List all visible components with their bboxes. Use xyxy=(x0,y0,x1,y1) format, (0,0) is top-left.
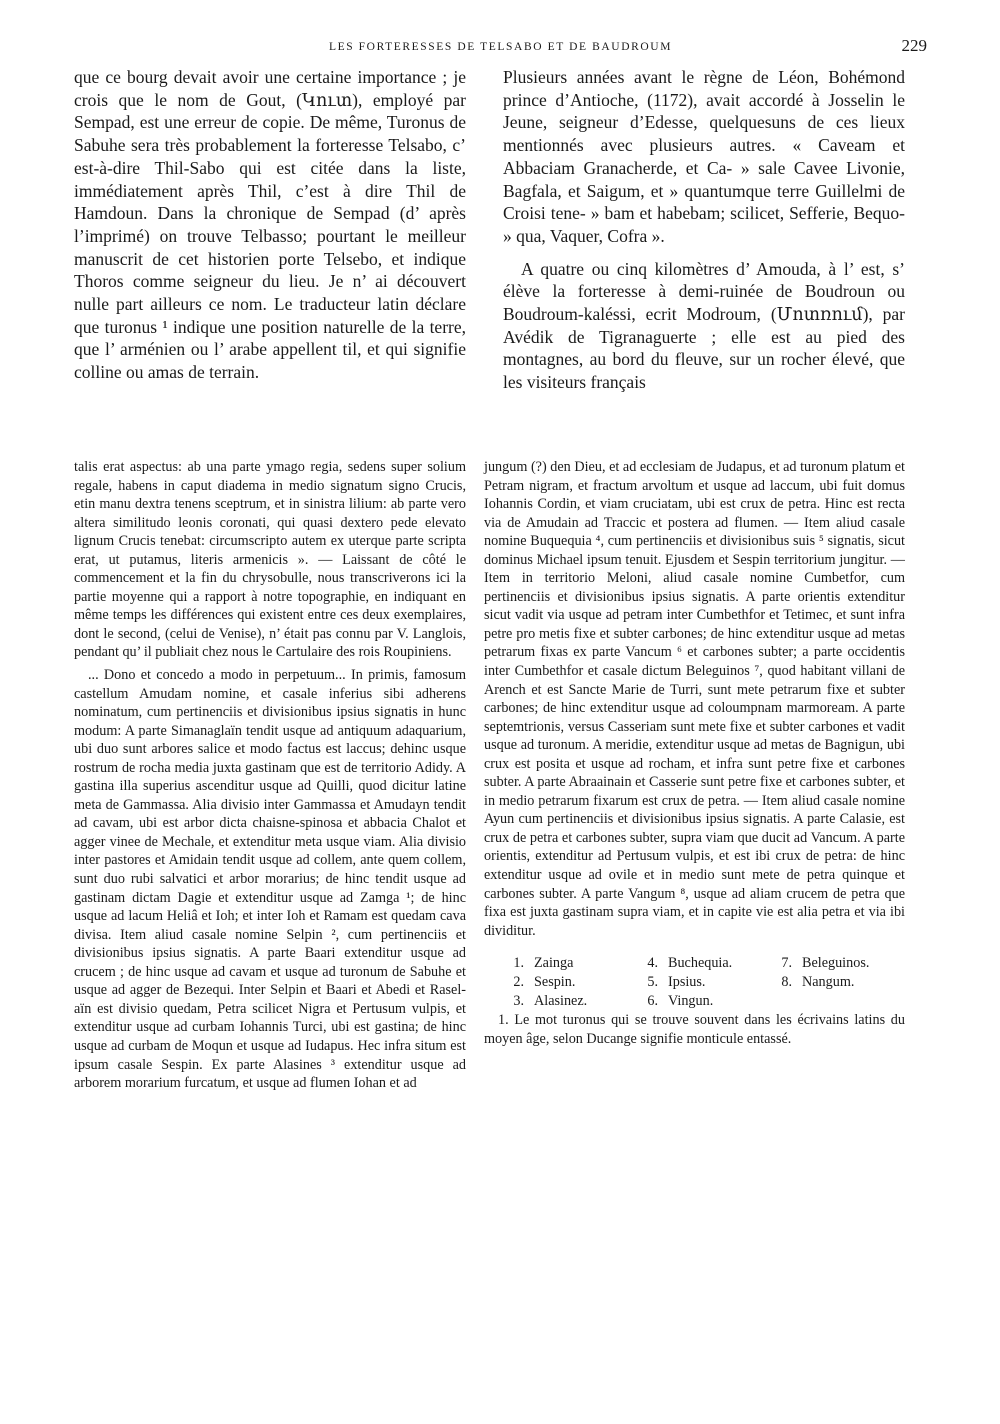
charter-text-left-column xyxy=(74,458,466,1093)
variant-number: 1. xyxy=(513,955,524,972)
variant-row xyxy=(484,992,886,1011)
variant-word: Sespin. xyxy=(534,974,576,991)
variant-word: Zainga xyxy=(534,955,574,972)
variant-number: 5. xyxy=(647,974,658,991)
variant-number: 3. xyxy=(513,993,524,1010)
charter-text-right-column xyxy=(484,458,905,1048)
upper-left-column xyxy=(74,66,466,384)
variant-number: 6. xyxy=(647,993,658,1010)
charter-paragraph: talis erat aspectus: ab una parte ymago regia, sedens super solium regale, habens in caput diadema in medio signatum signo Crucis, etin manu dextra tenens sceptrum, et in sinistra lilium: ab parte vero altera similitudo leonis coronati, qui quasi dextero pede elevato lignum Crucis tenebat: circumscripto autem ex uterque parte scripta erat, ut putamus, literis armenicis ». — Laissant de côté le commencement et la fin du chrysobulle, nous transcriverons ici la partie moyenne qui a rapport à notre topographie, en indiquant en même temps les différences qui existent entre ces deux exemplaires, dont le second, (celui de Venise), n’ était pas connu par V. Langlois, pendant qu’ il publiait chez nous le Cartulaire des rois Roupiniens. xyxy=(74,459,466,661)
body-paragraph: Plusieurs années avant le règne de Léon, Bohémond prince d’Antioche, (1172), avait accordé à Josselin le Jeune, seigneur d’Edesse, quelquesuns de ces lieux mentionnés avec plusieurs autres. « Caveam et Abbaciam Granacherde, et Ca- » sale Cavee Livonie, Bagfala, et Saigum, et » quantumque terre Guillelmi de Croisi tene- » bam et habebam; scilicet, Sefferie, Bequo- » qua, Vaquer, Cofra ». xyxy=(503,67,905,246)
variant-number: 4. xyxy=(647,955,658,972)
body-paragraph: que ce bourg devait avoir une certaine importance ; je crois que le nom de Gout, (Կուտ), employé par Sempad, est une erreur de copie. De même, Turonus de Sabuhe sera très probablement la forteresse Telsabo, c’ est-à-dire Thil-Sabo qui est citée dans la liste, immédiatement après Thil, c’est à dire Thil de Hamdoun. Dans la chronique de Sempad (d’ après l’imprimé) on trouve Telbasso; pourtant le meilleur manuscrit de cet historien porte Telsebo, et indique Thoros comme seigneur du lieu. Je n’ ai découvert nulle part ailleurs ce nom. Le traducteur latin déclare que turonus ¹ indique une position naturelle de la terre, que l’ arménien ou l’ arabe appellent til, et qui signifie colline ou amas de terrain. xyxy=(74,67,466,383)
variant-word: Nangum. xyxy=(802,974,855,991)
variant-number: 7. xyxy=(781,955,792,972)
variant-word xyxy=(796,992,886,1011)
variant-number xyxy=(752,992,796,1011)
variant-word: Vingun. xyxy=(668,993,714,1010)
variant-row xyxy=(484,954,886,973)
variant-word: Buchequia. xyxy=(668,955,733,972)
variant-number: 8. xyxy=(781,974,792,991)
charter-paragraph: ... Dono et concedo a modo in perpetuum... In primis, famosum castellum Amudam nomine, et casale inferius sibi adherens nominatum, cum pertinenciis et divisionibus ipsius signatis in hunc modum: A parte Simanaglaïn tendit usque ad antiquum adaquarium, ubi duo sunt arbores salice et modo factus est laccus; dehinc usque rostrum de rocha media juxta gastinam que est de territorio Adidy. A gastina illa superius ascenditur usque ad Quilli, quod dicitur latine meta de Gammassa. Alia divisio inter Gammassa et Amudayn tendit ad cavam, ubi est arbor dicta chaisne-spinosa et abbacia Chalot et agger vinee de Mechale, et extenditur meta usque viam. Alia divisio inter pastores et Amidain tendit usque ad collem, ante quem collem, sunt duo rubi salvatici et arbor morarius; de hinc tendit usque ad gastinam dictam Dagie et extenditur usque ad Zamga ¹; de hinc usque ad lacum Heliâ et Ioh; et inter Ioh et Ramam est quedam cava divisa. Item aliud casale nomine Selpin ², cum pertinenciis et divisionibus ipsius signatis. A parte Baari extenditur usque ad crucem ; de hinc usque ad cavam et usque ad turonum de Sabuhe et usque ad agger de Bezequi. Inter Selpin et Baari et Abedi et Rasel-aïn est divisio quedam, Petra scilicet Nigra et Pertusum vulpis, et extenditur usque ad curbam Iohannis Turci, ubi est gastina; de hinc usque ad curbam de Moqun et usque ad Iudapus. Hec infra situm est ipsum casale Sespin. Ex parte Alasines ³ extenditur usque ad arborem morarium furcatum, et usque ad flumen Iohan et ad xyxy=(74,667,466,1092)
variant-word: Alasinez. xyxy=(534,993,588,1010)
body-paragraph: A quatre ou cinq kilomètres d’ Amouda, à l’ est, s’ élève la forteresse à demi-ruinée de Boudroun ou Boudroum-kaléssi, ecrit Modroum, (Մոտռում), par Avédik de Tigranaguerte ; elle est au pied des montagnes, au bord du fleuve, sur un rocher élevé, que les visiteurs français xyxy=(503,258,905,393)
page-header xyxy=(74,36,927,58)
charter-paragraph: jungum (?) den Dieu, et ad ecclesiam de Judapus, et ad turonum platum et Petram nigram, et fractum arvoltum et usque ad laccum, ubi fuit domus Iohannis Cordin, et viam cruciatam, ubi est crux de petra. Hinc est recta via de Amudain ad Traccic et postera ad flumen. — Item aliud casale nomine Buquequia ⁴, cum pertinenciis et divisionibus suis ⁵ signatis, sicut dominus Michael ipsum tenuit. Ejusdem et Sespin territorium jungitur. — Item in territorio Meloni, aliud casale nomine Cumbetfor, cum pertinenciis et divisionibus ipsius signatis. A parte orientis extenditur sicut vadit via usque ad petram inter Cumbethfor et Tetimec, et sunt infra petre pro metis fixe et subter carbones; de hinc extenditur usque ad metas petrarum fixas ex parte Vancum ⁶ et carbones subter; a parte occidentis inter Cumbethfor et casale dictum Beleguinos ⁷, quod habitant villani de Arench et est Sancte Marie de Turri, sunt mete petrarum fixe et subter carbones; de hinc extenditur usque ad coloumpnam marmoream. A parte septemtrionis, versus Casseriam sunt mete fixe et subter carbones et vadit usque ad turonum. A meridie, extenditur usque ad metas de Bagnigun, ubi crux est posita et usque ad rocham, et infra sunt petre fixe et carbones subter. A parte Abraainain et Casserie sunt petre fixe et carbones subter, et in medio petrarum fixarum est crux de petra. — Item aliud casale nomine Ayun cum pertinenciis et divisionibus ipsius signatis. A parte Calasie, est crux de petra et carbones subter, supra viam que ducit ad Vancum. A parte orientis, extenditur ad Pertusum vulpis, et est ibi crux de petra: de hinc extenditur usque ad ovile et in medio sunt mete de petra quinque et carbones subter. A parte Vangum ⁸, usque ad aliam crucem de petra que fixa est juxta gastinam supra viam, et in capite vie est alia petra et via ibi dividitur. xyxy=(484,459,905,939)
page-number: 229 xyxy=(901,36,927,55)
variant-word: Beleguinos. xyxy=(802,955,870,972)
variant-word: Ipsius. xyxy=(668,974,706,991)
upper-right-column xyxy=(503,66,905,394)
running-title: LES FORTERESSES DE TELSABO ET DE BAUDROUM xyxy=(328,41,673,53)
variant-row xyxy=(484,973,886,992)
footnote: 1. Le mot turonus qui se trouve souvent dans les écrivains latins du moyen âge, selon Ducange signifie monticule entassé. xyxy=(484,1012,905,1047)
variant-readings-table xyxy=(484,954,886,1011)
variant-number: 2. xyxy=(513,974,524,991)
